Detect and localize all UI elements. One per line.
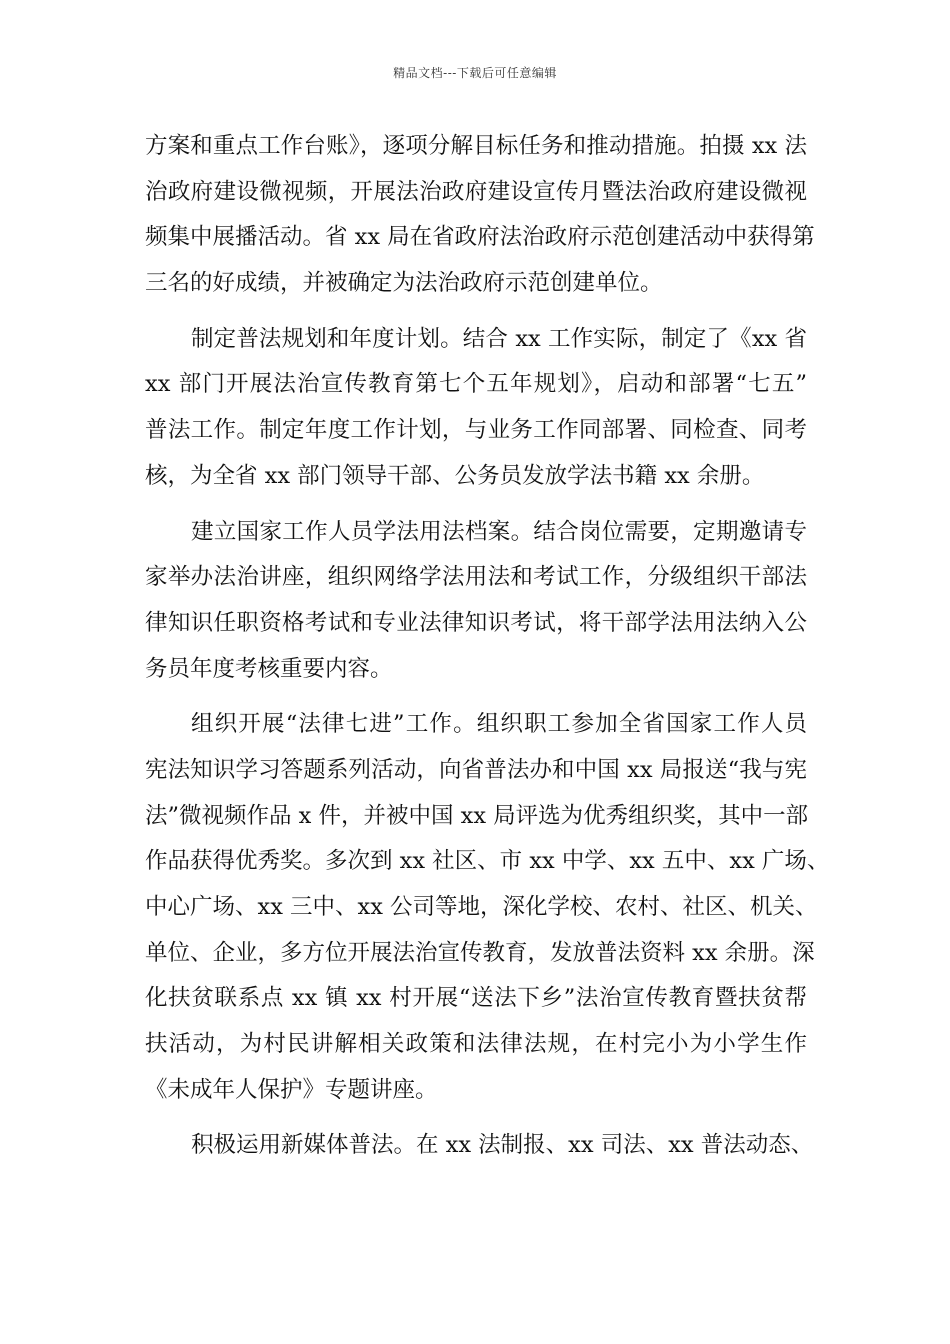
text-line: 三名的好成绩，并被确定为法治政府示范创建单位。 (145, 270, 663, 297)
paragraph (145, 317, 807, 500)
text-line: 作品获得优秀奖。多次到 xx 社区、市 xx 中学、xx 五中、xx 广场、 (145, 848, 830, 875)
text-line: 单位、企业，多方位开展法治宣传教育，发放普法资料 xx 余册。深 (145, 939, 815, 966)
text-line: 中心广场、xx 三中、xx 公司等地，深化学校、农村、社区、机关、 (145, 894, 818, 920)
text-line: 建立国家工作人员学法用法档案。结合岗位需要，定期邀请专 (191, 518, 807, 545)
paragraph (145, 124, 815, 307)
paragraph (145, 1123, 814, 1169)
text-line: 《未成年人保护》专题讲座。 (145, 1076, 438, 1103)
text-line: 家举办法治讲座，组织网络学法用法和考试工作，分级组织干部法 (145, 564, 807, 591)
text-line: 扶活动，为村民讲解相关政策和法律法规，在村完小为小学生作 (145, 1031, 807, 1058)
text-line: 积极运用新媒体普法。在 xx 法制报、xx 司法、xx 普法动态、 (191, 1132, 814, 1159)
page-header: 精品文档---下载后可任意编辑 (393, 66, 557, 80)
text-line: 法”微视频作品 x 件，并被中国 xx 局评选为优秀组织奖，其中一部 (145, 802, 809, 829)
text-line: 务员年度考核重要内容。 (145, 655, 393, 682)
text-line: 组织开展“法律七进”工作。组织职工参加全省国家工作人员 (191, 711, 807, 738)
text-line: 核，为全省 xx 部门领导干部、公务员发放学法书籍 xx 余册。 (145, 462, 765, 489)
text-line: 律知识任职资格考试和专业法律知识考试，将干部学法用法纳入公 (145, 609, 807, 636)
text-line: 普法工作。制定年度工作计划，与业务工作同部署、同检查、同考 (145, 417, 807, 444)
text-line: 化扶贫联系点 xx 镇 xx 村开展“送法下乡”法治宣传教育暨扶贫帮 (145, 985, 807, 1012)
text-line: 治政府建设微视频，开展法治政府建设宣传月暨法治政府建设微视 (145, 178, 807, 205)
text-line: 方案和重点工作台账》，逐项分解目标任务和推动措施。拍摄 xx 法 (145, 133, 807, 159)
text-line: 制定普法规划和年度计划。结合 xx 工作实际，制定了《xx 省 (191, 325, 807, 352)
paragraph (145, 510, 807, 693)
text-line: 宪法知识学习答题系列活动，向省普法办和中国 xx 局报送“我与宪 (145, 756, 807, 783)
document-body (145, 124, 830, 1169)
paragraph (145, 702, 830, 1113)
text-line: 频集中展播活动。省 xx 局在省政府法治政府示范创建活动中获得第 (145, 224, 815, 251)
text-line: xx 部门开展法治宣传教育第七个五年规划》，启动和部署“七五” (145, 371, 807, 398)
